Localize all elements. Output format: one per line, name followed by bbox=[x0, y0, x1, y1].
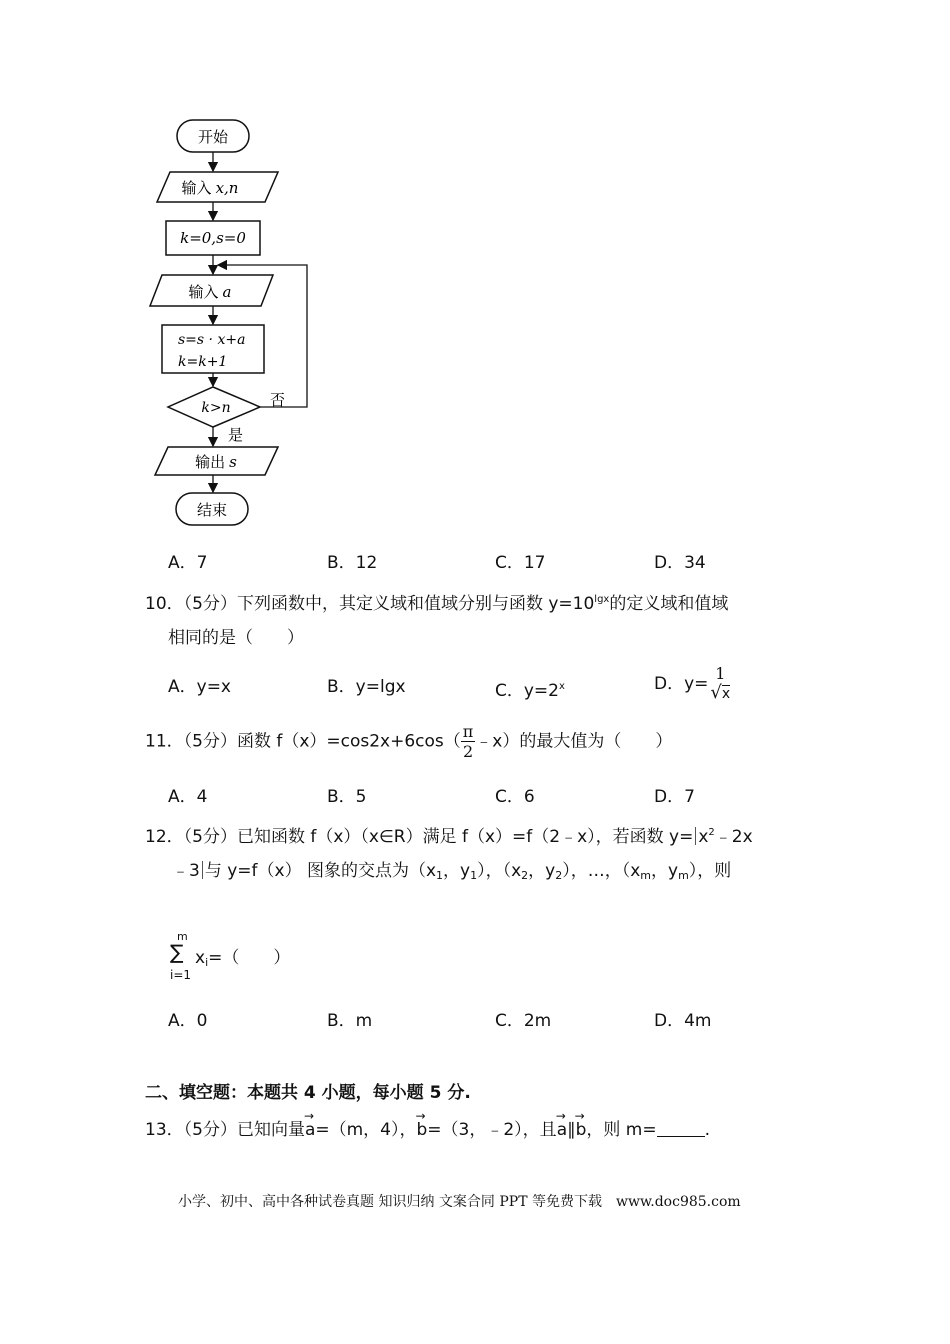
flow-condition: k>n bbox=[201, 400, 231, 416]
q11-option-b[interactable]: B．5 bbox=[327, 787, 367, 807]
q10-stem-line2: 相同的是（ ） bbox=[168, 628, 304, 648]
q11-fraction bbox=[461, 722, 476, 761]
q13-mid1: =（m，4）， bbox=[315, 1120, 417, 1140]
q12-stem-line1 bbox=[145, 822, 753, 848]
vector-a: → a bbox=[305, 1119, 315, 1141]
q11-option-d[interactable]: D．7 bbox=[654, 787, 695, 807]
q12-ym-label: ，y bbox=[651, 861, 679, 881]
q12-line1: 12．（5分）已知函数 f（x）（x∈R）满足 f（x）=f（2﹣x），若函数 y= bbox=[145, 827, 694, 847]
q12-sum-expression bbox=[168, 930, 328, 986]
q12-sum-top: m bbox=[177, 930, 188, 943]
q12-abs-sup: 2 bbox=[708, 827, 715, 838]
q12-sub-ym: m bbox=[678, 869, 689, 882]
q11-frac-num: π bbox=[462, 722, 474, 741]
q9-option-c[interactable]: C．17 bbox=[495, 553, 546, 573]
q9-option-d[interactable]: D．34 bbox=[654, 553, 706, 573]
q12-line1-end: ﹣2x bbox=[714, 827, 753, 847]
q12-part3: ），…，（x bbox=[562, 861, 641, 881]
flow-input-label-2: 输入 bbox=[188, 283, 219, 301]
q11-option-c[interactable]: C．6 bbox=[495, 787, 535, 807]
q10-option-c-base: C．y=2 bbox=[495, 681, 559, 701]
q10-prefix: 10．（5分）下列函数中，其定义域和值域分别与函数 y=10 bbox=[145, 594, 595, 614]
q10-option-c-sup: x bbox=[559, 681, 565, 692]
q12-option-b[interactable]: B．m bbox=[327, 1011, 373, 1031]
q12-sub-xm: m bbox=[640, 869, 652, 882]
flow-init-text: k=0,s=0 bbox=[180, 229, 246, 247]
vector-b: → b bbox=[417, 1119, 428, 1141]
q13-tail: ，则 m= bbox=[586, 1120, 657, 1140]
flow-end-text: 结束 bbox=[196, 501, 228, 519]
q11-suffix: ﹣x）的最大值为（ ） bbox=[475, 731, 673, 752]
flow-assign-2: k=k+1 bbox=[178, 354, 228, 370]
svg-text:输入x,n bbox=[182, 179, 239, 197]
q10-sup: lgx bbox=[594, 594, 610, 605]
q10-option-c[interactable] bbox=[495, 676, 565, 702]
flow-assign-1: s=s · x+a bbox=[178, 332, 246, 348]
q12-sub-x1: 1 bbox=[436, 869, 444, 882]
q12-sub-x2: 2 bbox=[521, 869, 529, 882]
q12-sum-bottom: i=1 bbox=[170, 968, 192, 982]
parallel-symbol: ∥ bbox=[567, 1120, 576, 1140]
q12-line2-start: ﹣3 bbox=[172, 861, 200, 881]
q10-option-d[interactable] bbox=[654, 664, 732, 704]
q12-option-c[interactable]: C．2m bbox=[495, 1011, 552, 1031]
q12-part2: ），（x bbox=[477, 861, 522, 881]
q12-stem-line2 bbox=[172, 860, 731, 887]
q12-sum-tail: =（ ） bbox=[208, 948, 291, 968]
q12-option-d[interactable]: D．4m bbox=[654, 1011, 712, 1031]
q12-sum-term bbox=[195, 947, 290, 974]
svg-text:输出s bbox=[195, 453, 237, 471]
q12-option-a[interactable]: A．0 bbox=[168, 1011, 208, 1031]
q12-y2-label: ，y bbox=[528, 861, 556, 881]
q10-stem-line1 bbox=[145, 589, 728, 615]
q10-option-d-prefix: D．y= bbox=[654, 674, 709, 694]
q13-prefix: 13．（5分）已知向量 bbox=[145, 1120, 305, 1140]
q10-option-d-fraction bbox=[708, 664, 732, 704]
flow-yes-label: 是 bbox=[228, 426, 244, 444]
flow-input-label-1: 输入 bbox=[181, 179, 212, 197]
flow-input-var-2: a bbox=[222, 283, 232, 301]
flow-no-label: 否 bbox=[270, 391, 286, 409]
q12-line2-mid: 与 y=f（x） 图象的交点为（x bbox=[204, 861, 437, 881]
flowchart bbox=[140, 110, 340, 530]
q12-line2-end: ），则 bbox=[688, 861, 732, 881]
q12-sum-symbol: ∑ bbox=[170, 940, 184, 964]
q12-abs-x: x bbox=[698, 827, 709, 847]
q10-option-b[interactable]: B．y=lgx bbox=[327, 677, 406, 697]
q12-sum-var: x bbox=[195, 948, 206, 968]
q10-option-a[interactable]: A．y=x bbox=[168, 677, 231, 697]
svg-text:输入a bbox=[189, 283, 232, 301]
answer-blank[interactable] bbox=[657, 1120, 705, 1137]
vector-a-2: → a bbox=[557, 1119, 567, 1141]
q12-sub-y1: 1 bbox=[470, 869, 478, 882]
flow-input-vars-1: x,n bbox=[215, 179, 239, 197]
q13-mid2: =（3，﹣2），且 bbox=[427, 1120, 557, 1140]
q9-option-a[interactable]: A．7 bbox=[168, 553, 208, 573]
q12-y1-label: ，y bbox=[443, 861, 471, 881]
q13-stem bbox=[145, 1119, 710, 1141]
q11-prefix: 11．（5分）函数 f（x）=cos2x+6cos（ bbox=[145, 731, 461, 752]
q12-sub-y2: 2 bbox=[555, 869, 563, 882]
abs-bar-right bbox=[202, 861, 203, 879]
q10-option-d-den: √x bbox=[710, 682, 731, 703]
q12-sum-sub: i bbox=[205, 956, 209, 969]
q11-frac-den: 2 bbox=[462, 742, 474, 761]
q11-option-a[interactable]: A．4 bbox=[168, 787, 208, 807]
q11-stem bbox=[145, 722, 672, 761]
page-footer: 小学、初中、高中各种试卷真题 知识归纳 文案合同 PPT 等免费下载 www.doc985.com bbox=[178, 1194, 741, 1210]
q10-suffix: 的定义域和值域 bbox=[609, 594, 729, 614]
abs-bar-left bbox=[695, 827, 696, 845]
q9-option-b[interactable]: B．12 bbox=[327, 553, 378, 573]
q10-option-d-num: 1 bbox=[715, 664, 726, 683]
flow-output-var: s bbox=[229, 453, 237, 471]
q13-end: . bbox=[704, 1120, 711, 1140]
flow-start-text: 开始 bbox=[197, 128, 229, 146]
vector-b-2: → b bbox=[576, 1119, 587, 1141]
flow-output-label: 输出 bbox=[195, 453, 226, 471]
section-heading: 二、填空题：本题共 4 小题，每小题 5 分. bbox=[145, 1083, 471, 1103]
